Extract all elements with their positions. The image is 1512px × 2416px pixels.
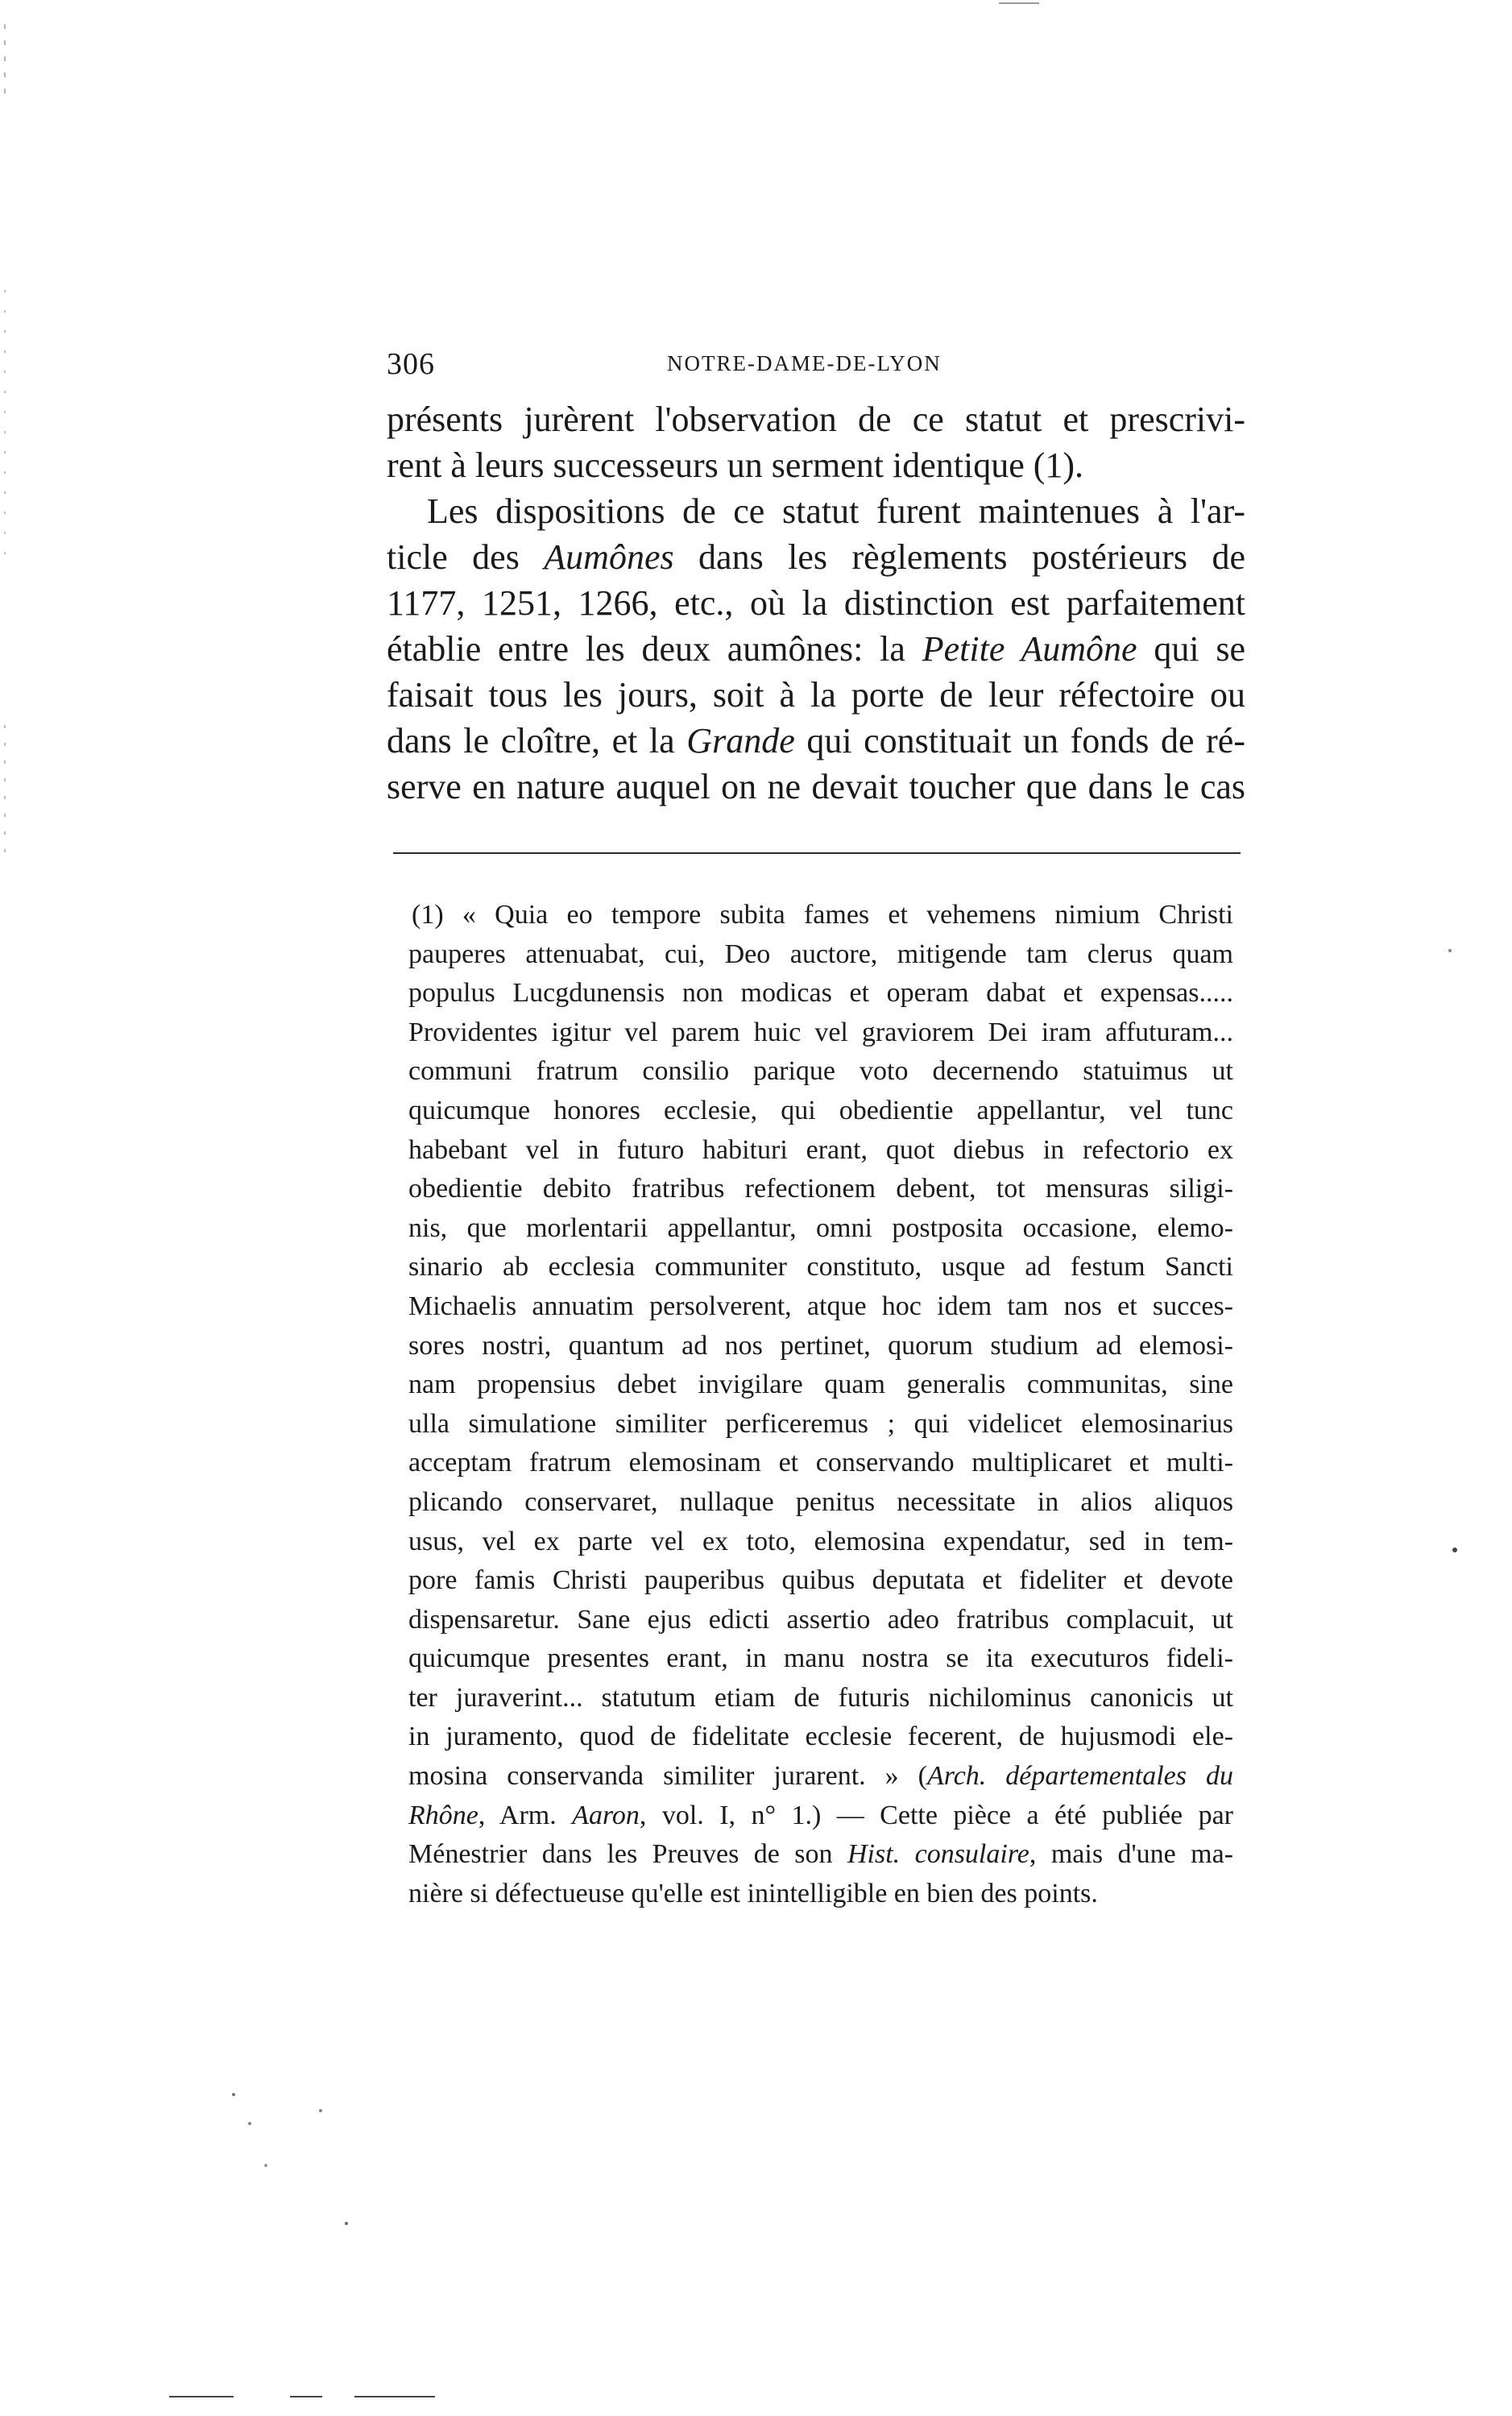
- footnote-line: Rhône, Arm. Aaron, vol. I, n° 1.) — Cette pièce a été publiée par: [408, 1800, 1233, 1830]
- italic-text: Petite Aumône: [922, 629, 1137, 669]
- footnote-line: Providentes igitur vel parem huic vel graviorem Dei iram affuturam...: [408, 1017, 1233, 1047]
- body-line: Les dispositions de ce statut furent maintenues à l'ar-: [427, 491, 1245, 531]
- footnote-line: (1) « Quia eo tempore subita fames et vehemens nimium Christi: [412, 900, 1233, 930]
- footnote-line: acceptam fratrum elemosinam et conservando multiplicaret et multi-: [408, 1448, 1233, 1478]
- page-number: 306: [387, 347, 435, 381]
- italic-text: Grande: [686, 721, 795, 760]
- footnote-line: habebant vel in futuro habituri erant, quot diebus in refectorio ex: [408, 1134, 1233, 1165]
- running-title: NOTRE-DAME-DE-LYON: [667, 351, 942, 375]
- footnote-line: usus, vel ex parte vel ex toto, elemosina expendatur, sed in tem-: [408, 1526, 1233, 1556]
- body-line: faisait tous les jours, soit à la porte de leur réfectoire ou: [387, 675, 1245, 715]
- body-line: dans le cloître, et la Grande qui constituait un fonds de ré-: [387, 721, 1245, 760]
- footnote-line: plicando conservaret, nullaque penitus necessitate in alios aliquos: [408, 1486, 1233, 1517]
- footnote-line: ter juraverint... statutum etiam de futuris nichilominus canonicis ut: [408, 1682, 1233, 1713]
- footnote-line: nam propensius debet invigilare quam generalis communitas, sine: [408, 1370, 1233, 1400]
- body-line: établie entre les deux aumônes: la Petite Aumône qui se: [387, 629, 1245, 669]
- footnote-line: dispensaretur. Sane ejus edicti assertio adeo fratribus complacuit, ut: [408, 1604, 1233, 1635]
- footnote-line: communi fratrum consilio parique voto decernendo statuimus ut: [408, 1056, 1233, 1087]
- footnote-line: nière si défectueuse qu'elle est inintelligible en bien des points.: [408, 1878, 1098, 1908]
- body-line: rent à leurs successeurs un serment identique (1).: [387, 445, 1084, 485]
- italic-text: Rhône: [408, 1800, 478, 1830]
- footnote-line: sinario ab ecclesia communiter constituto, usque ad festum Sancti: [408, 1252, 1233, 1283]
- footnote-line: in juramento, quod de fidelitate ecclesie fecerent, de hujusmodi ele-: [408, 1722, 1233, 1752]
- footnote-line: quicumque honores ecclesie, qui obedientie appellantur, vel tunc: [408, 1095, 1233, 1125]
- footnote-line: Michaelis annuatim persolverent, atque hoc idem tam nos et succes-: [408, 1291, 1233, 1321]
- footnote-line: ulla simulatione similiter perficeremus ; qui videlicet elemosinarius: [408, 1408, 1233, 1439]
- body-line: 1177, 1251, 1266, etc., où la distinction est parfaitement: [387, 583, 1245, 623]
- italic-text: Aaron: [572, 1800, 640, 1830]
- italic-text: Arch. départementales du: [926, 1761, 1233, 1792]
- footnote-line: quicumque presentes erant, in manu nostra se ita executuros fideli-: [408, 1643, 1233, 1674]
- footnote-line: populus Lucgdunensis non modicas et operam dabat et expensas.....: [408, 978, 1233, 1009]
- footnote-line: pore famis Christi pauperibus quibus deputata et fideliter et devote: [408, 1565, 1233, 1596]
- footnote-line: nis, que morlentarii appellantur, omni postposita occasione, elemo-: [408, 1212, 1233, 1243]
- footnote-line: Ménestrier dans les Preuves de son Hist. consulaire, mais d'une ma-: [408, 1839, 1234, 1870]
- italic-text: Aumônes: [544, 537, 674, 577]
- italic-text: Hist. consulaire: [847, 1839, 1029, 1870]
- body-line: serve en nature auquel on ne devait toucher que dans le cas: [387, 767, 1245, 806]
- body-line: présents jurèrent l'observation de ce statut et prescrivi-: [387, 400, 1245, 439]
- footnote-line: mosina conservanda similiter jurarent. » (Arch. départementales du: [408, 1761, 1233, 1792]
- body-line: ticle des Aumônes dans les règlements postérieurs de: [387, 537, 1246, 577]
- footnote-line: obedientie debito fratribus refectionem debent, tot mensuras siligi-: [408, 1174, 1233, 1204]
- footnote-line: sores nostri, quantum ad nos pertinet, quorum studium ad elemosi-: [408, 1330, 1233, 1361]
- footnote-line: pauperes attenuabat, cui, Deo auctore, mitigende tam clerus quam: [408, 939, 1233, 969]
